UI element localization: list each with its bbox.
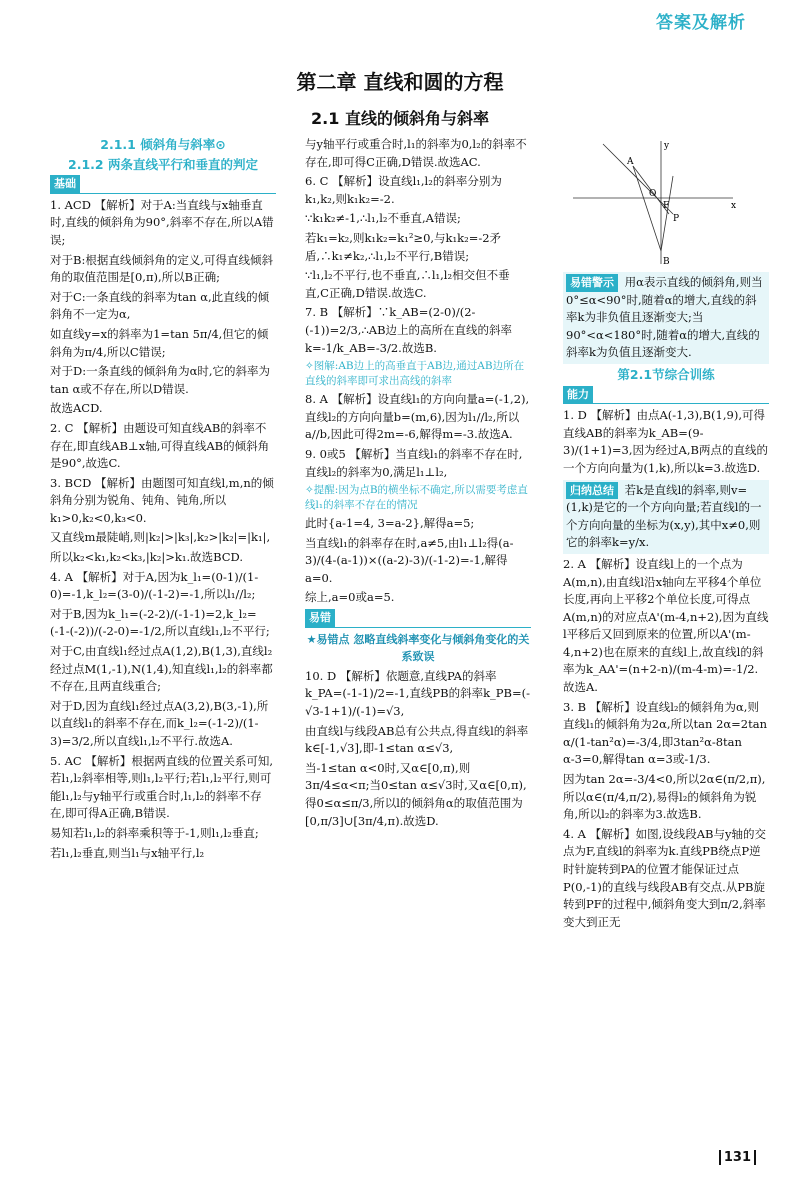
answer-para: 对于B,因为k_l₁=(-2-2)/(-1-1)=2,k_l₂=(-1-(-2))/(-2-0)=-1/2,所以直线l₁,l₂不平行; <box>50 606 270 639</box>
hint-note: ✧提醒:因为点B的横坐标不确定,所以需要考虑直线l₁的斜率不存在的情况 <box>305 484 528 512</box>
answer-para: 4. A 【解析】对于A,因为k_l₁=(0-1)/(1-0)=-1,k_l₂=(3-0)/(-1-2)=-1,所以l₁//l₂; <box>50 569 259 602</box>
error-tag: 易错 <box>305 609 335 627</box>
ability-bar <box>563 386 769 405</box>
page-header <box>0 0 800 44</box>
label-o: O <box>649 189 657 199</box>
answer-para: ∵k₁k₂≠-1,∴l₁,l₂不垂直,A错误; <box>305 211 461 226</box>
answer-para: 此时{a-1=4, 3=a-2},解得a=5; <box>305 516 475 531</box>
answer-para: 由直线l与线段AB总有公共点,得直线l的斜率k∈[-1,√3],即-1≤tan α≤√3, <box>305 723 529 756</box>
geometry-figure <box>563 136 743 266</box>
page-number: 131 <box>719 1150 756 1165</box>
error-point-title: ★易错点 忽略直线斜率变化与倾斜角变化的关系致误 <box>306 632 530 664</box>
answer-para: 若k₁=k₂,则k₁k₂=k₁²≥0,与k₁k₂=-2矛盾,∴k₁≠k₂,∴l₁,l₂不平行,B错误; <box>305 230 502 263</box>
basic-bar <box>50 175 276 194</box>
answer-para: 对于C:一条直线的斜率为tan α,此直线的倾斜角不一定为α, <box>50 289 270 322</box>
basic-tag: 基础 <box>50 175 80 193</box>
label-y: y <box>664 141 670 151</box>
answer-para: 所以k₂<k₁,k₂<k₃,|k₂|>k₁.故选BCD. <box>50 550 244 565</box>
tip-box <box>563 272 769 364</box>
column-right <box>563 136 769 933</box>
label-a: A <box>627 157 634 167</box>
answer-para: 1. ACD 【解析】对于A:当直线与x轴垂直时,直线的倾斜角为90°,斜率不存在,所以A错误; <box>50 197 274 247</box>
tip-tag: 易错警示 <box>566 274 618 292</box>
answer-para: 易知若l₁,l₂的斜率乘积等于-1,则l₁,l₂垂直; <box>50 825 259 840</box>
answer-para: 7. B 【解析】∵k_AB=(2-0)/(2-(-1))=2/3,∴AB边上的高所在直线的斜率k=-1/k_AB=-3/2.故选B. <box>305 305 513 355</box>
label-b: B <box>663 257 670 266</box>
error-bar <box>305 609 531 628</box>
tip-text: 用α表示直线的倾斜角,则当0°≤α<90°时,随着α的增大,直线的斜率k为非负值且逐渐变大;当90°<α<180°时,随着α的增大,直线的斜率k为负值且逐渐变大. <box>566 275 763 360</box>
column-left <box>50 136 276 864</box>
hint-note: ✧图解:AB边上的高垂直于AB边,通过AB边所在直线的斜率即可求出高线的斜率 <box>305 360 525 388</box>
answer-para: 又直线m最陡峭,则|k₂|>|k₃|,k₂>|k₂|=|k₁|, <box>50 530 271 545</box>
answer-para: 9. 0或5 【解析】当直线l₁的斜率不存在时,直线l₂的斜率为0,满足l₁⊥l₂, <box>305 446 523 479</box>
answer-para: 4. A 【解析】如图,设线段AB与y轴的交点为F,直线l的斜率为k.直线PB绕点P逆时针旋转到PA的位置才能保证过点P(0,-1)的直线与线段AB有交点.从PB旋转到PF的过程中,倾斜角变大到π/2,斜率变大到正无 <box>563 826 766 929</box>
summary-text: 若k是直线l的斜率,则v=(1,k)是它的一个方向向量;若直线l的一个方向向量的坐标为(x,y),其中x≠0,则它的斜率k=y/x. <box>566 482 762 550</box>
answer-para: 2. C 【解析】由题设可知直线AB的斜率不存在,即直线AB⊥x轴,可得直线AB的倾斜角是90°,故选C. <box>50 420 270 471</box>
label-x: x <box>731 201 737 211</box>
summary-tag: 归纳总结 <box>566 482 618 500</box>
answer-para: 因为tan 2α=-3/4<0,所以2α∈(π/2,π),所以α∈(π/4,π/2),易得l₂的倾斜角为锐角,所以l₂的斜率为3.故选B. <box>563 772 766 822</box>
section-title: 2.1 直线的倾斜角与斜率 <box>311 109 489 128</box>
answer-para: 如直线y=x的斜率为1=tan 5π/4,但它的倾斜角为π/4,所以C错误; <box>50 326 269 359</box>
chapter-title: 第二章 直线和圆的方程 <box>296 70 504 94</box>
subsection-title-1: 2.1.1 倾斜角与斜率⊙ <box>100 137 226 152</box>
subsection-title-2: 2.1.2 两条直线平行和垂直的判定 <box>68 156 258 172</box>
label-f: F <box>663 201 670 211</box>
answer-para: 3. B 【解析】设直线l₂的倾斜角为α,则直线l₁的倾斜角为2α,所以tan 2α=2tan α/(1-tan²α)=-3/4,即3tan²α-8tan α-3=0,解得tan α=3或-1/3. <box>563 699 767 767</box>
header-label: 答案及解析 <box>656 13 746 33</box>
answer-para: 当直线l₁的斜率存在时,a≠5,由l₁⊥l₂得(a-3)/(4-(a-1))×((a-2)-3)/(-1-2)=-1,解得a=0. <box>305 535 514 585</box>
summary-box <box>563 480 769 554</box>
answer-para: 与y轴平行或重合时,l₁的斜率为0,l₂的斜率不存在,即可得C正确,D错误.故选AC. <box>305 137 527 169</box>
answer-para: 2. A 【解析】设直线l上的一个点为A(m,n),由直线l沿x轴向左平移4个单位长度,再向上平移2个单位长度,可得点A(m,n)的对应点A'(m-4,n+2),因为直线l平移后又回到原来的位置,所以A'(m-4,n+2)也在原来的直线l上,故直线l的斜率为k_AA'=(n+2-n)/(m-4-m)=-1/2.故选A. <box>563 556 769 695</box>
answer-para: 对于D,因为直线l₁经过点A(3,2),B(3,-1),所以直线l₁的斜率不存在,而k_l₂=(-1-2)/(1-3)=3/2,所以直线l₁,l₂不平行.故选A. <box>50 698 269 748</box>
answer-para: 若l₁,l₂垂直,则当l₁与x轴平行,l₂ <box>50 845 205 860</box>
answer-para: 3. BCD 【解析】由题图可知直线l,m,n的倾斜角分别为锐角、钝角、钝角,所以k₁>0,k₂<0,k₃<0. <box>50 475 274 525</box>
ability-tag: 能力 <box>563 386 593 404</box>
answer-para: 综上,a=0或a=5. <box>305 590 395 605</box>
answer-para: 1. D 【解析】由点A(-1,3),B(1,9),可得直线AB的斜率为k_AB=(9-3)/(1+1)=3,因为经过A,B两点的直线的一个方向向量为(1,k),所以k=3.故选D. <box>563 408 768 475</box>
answer-para: 对于B:根据直线倾斜角的定义,可得直线倾斜角的取值范围是[0,π),所以B正确; <box>50 252 273 285</box>
answer-para: 6. C 【解析】设直线l₁,l₂的斜率分别为k₁,k₂,则k₁k₂=-2. <box>305 174 502 206</box>
answer-para: 故选ACD. <box>50 401 103 416</box>
label-p: P <box>673 214 680 224</box>
answer-para: 对于D:一条直线的倾斜角为α时,它的斜率为tan α或不存在,所以D错误. <box>50 364 271 396</box>
answer-para: 10. D 【解析】依题意,直线PA的斜率k_PA=(-1-1)/2=-1,直线PB的斜率k_PB=(-√3-1+1)/(-1)=√3, <box>305 668 531 719</box>
answer-para: ∵l₁,l₂不平行,也不垂直,∴l₁,l₂相交但不垂直,C正确,D错误.故选C. <box>305 268 510 300</box>
answer-para: 对于C,由直线l₁经过点A(1,2),B(1,3),直线l₂经过点M(1,-1),N(1,4),知直线l₁,l₂的斜率都不存在,且两直线重合; <box>50 644 273 694</box>
answer-para: 5. AC 【解析】根据两直线的位置关系可知,若l₁,l₂斜率相等,则l₁,l₂平行;若l₁,l₂平行,则可能l₁,l₂与y轴平行或重合时,l₁,l₂的斜率不存在,即可得A正确,B错误. <box>50 753 274 821</box>
answer-para: 当-1≤tan α<0时,又α∈[0,π),则3π/4≤α<π;当0≤tan α≤√3时,又α∈[0,π),得0≤α≤π/3,所以l的倾斜角α的取值范围为[0,π/3]∪[3π/4,π).故选D. <box>305 760 527 828</box>
column-middle <box>305 136 531 832</box>
answer-para: 8. A 【解析】设直线l₁的方向向量a=(-1,2),直线l₂的方向向量b=(m,6),因为l₁//l₂,所以a//b,因此可得2m=-6,解得m=-3.故选A. <box>305 392 530 442</box>
subsection-title-3: 第2.1节综合训练 <box>617 366 715 382</box>
